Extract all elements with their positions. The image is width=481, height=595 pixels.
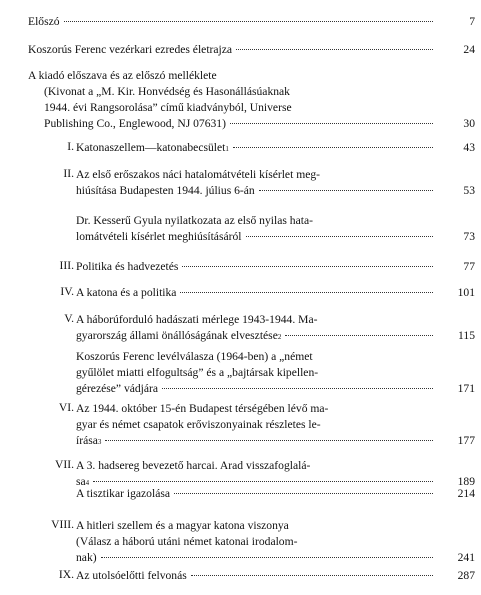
toc-entry[interactable]	[28, 42, 475, 58]
entry-title-line: A tisztikar igazolása	[76, 487, 171, 500]
page-number: 30	[463, 117, 475, 130]
page-number: 241	[457, 551, 475, 564]
dot-leader	[174, 493, 433, 494]
chapter-number: V.	[64, 312, 74, 325]
toc-entry[interactable]: I. Katonaszellem—katonabecsület 1 43	[76, 140, 435, 156]
entry-title-line: A háborúforduló hadászati mérlege 1943-1944. Ma-	[76, 313, 318, 326]
entry-title-line: A katona és a politika	[76, 286, 177, 299]
entry-title-line: Politika és hadvezetés	[76, 260, 179, 273]
entry-title-line: (Kivonat a „M. Kir. Honvédség és Hasonállásúaknak	[44, 85, 290, 98]
entry-title-line: (Válasz a háború utáni német katonai irodalom-	[76, 535, 298, 548]
toc-entry[interactable]	[76, 349, 475, 397]
entry-title-line: Az első erőszakos náci hatalomátvételi kísérlet meg-	[76, 168, 321, 181]
dot-leader	[230, 123, 433, 124]
entry-title-line: sa	[76, 475, 86, 488]
entry-title-line: gyűlölet miatti elfogultság” és a „bajtársak kipellen-	[76, 366, 319, 379]
dot-leader	[182, 266, 433, 267]
dot-leader	[233, 147, 433, 148]
dot-leader	[105, 440, 433, 441]
entry-title-line: Előszó	[28, 15, 60, 28]
entry-title-line: gérezése” vádjára	[76, 382, 159, 395]
entry-title-line: írása	[76, 434, 98, 447]
toc-entry[interactable]	[76, 213, 475, 245]
toc-entry[interactable]	[51, 518, 475, 566]
page-number: 43	[463, 141, 475, 154]
dot-leader	[236, 49, 433, 50]
toc-entry[interactable]	[60, 285, 475, 301]
page-number: 53	[463, 184, 475, 197]
toc-entry[interactable]	[28, 14, 475, 30]
toc-entry[interactable]: VII. A 3. hadsereg bevezető harcai. Arad visszafoglalá- sa 4 189	[76, 458, 435, 490]
dot-leader	[259, 190, 433, 191]
page-number: 189	[457, 475, 475, 488]
entry-title-line: Katonaszellem—katonabecsület	[76, 141, 226, 154]
entry-title-line: Publishing Co., Englewood, NJ 07631)	[44, 117, 226, 130]
page-number: 24	[463, 43, 475, 56]
entry-title-line: gyar és német csapatok erőviszonyainak részletes le-	[76, 418, 321, 431]
chapter-number: VII.	[55, 458, 74, 471]
page-number: 214	[457, 487, 475, 500]
page-number: 115	[458, 329, 475, 342]
page-number: 171	[457, 382, 475, 395]
toc-entry[interactable]	[63, 167, 475, 199]
entry-title-line: A hitleri szellem és a magyar katona viszonya	[76, 519, 289, 532]
dot-leader	[93, 481, 433, 482]
toc-entry[interactable]	[76, 486, 475, 502]
entry-title-line: nak)	[76, 551, 97, 564]
page-number: 77	[463, 260, 475, 273]
page-number: 73	[463, 230, 475, 243]
entry-title-line: hiúsítása Budapesten 1944. július 6-án	[76, 184, 255, 197]
dot-leader	[246, 236, 434, 237]
chapter-number: III.	[59, 259, 74, 272]
toc-entry[interactable]: VI. Az 1944. október 15-én Budapest térségében lévő ma- gyar és német csapatok erőviszonyainak részletes le- írása 3 177	[76, 401, 435, 449]
chapter-number: VI.	[58, 401, 74, 414]
page-number: 101	[457, 286, 475, 299]
toc-entry[interactable]	[28, 68, 475, 132]
entry-title-line: Az utolsóelőtti felvonás	[76, 569, 187, 582]
dot-leader	[64, 21, 433, 22]
entry-title-line: Az 1944. október 15-én Budapest térségében lévő ma-	[76, 402, 329, 415]
entry-title-line: A kiadó előszava és az előszó melléklete	[28, 69, 217, 82]
entry-title-line: 1944. évi Rangsorolása” című kiadványból, Universe	[44, 101, 292, 114]
entry-title-line: lomátvételi kísérlet meghiúsításáról	[76, 230, 242, 243]
chapter-number: I.	[67, 140, 74, 153]
toc-entry[interactable]: V. A háborúforduló hadászati mérlege 1943-1944. Ma- gyarország állami önállóságának elvesztése 2 115	[76, 312, 435, 344]
page-number: 177	[457, 434, 475, 447]
dot-leader	[180, 292, 433, 293]
toc-entry[interactable]	[59, 259, 475, 275]
page-number: 7	[469, 15, 475, 28]
entry-title-line: Koszorús Ferenc levélválasza (1964-ben) a „német	[76, 350, 313, 363]
entry-title-line: Dr. Kesserű Gyula nyilatkozata az első nyilas hata-	[76, 214, 313, 227]
chapter-number: IV.	[60, 285, 74, 298]
chapter-number: IX.	[58, 568, 74, 581]
chapter-number: II.	[63, 167, 74, 180]
toc-entry[interactable]	[58, 568, 475, 584]
dot-leader	[162, 388, 433, 389]
entry-title-line: gyarország állami önállóságának elvesztése	[76, 329, 278, 342]
dot-leader	[285, 335, 433, 336]
page-number: 287	[457, 569, 475, 582]
entry-title-line: A 3. hadsereg bevezető harcai. Arad visszafoglalá-	[76, 459, 311, 472]
dot-leader	[191, 575, 433, 576]
entry-title-line: Koszorús Ferenc vezérkari ezredes életrajza	[28, 43, 233, 56]
dot-leader	[101, 557, 433, 558]
chapter-number: VIII.	[51, 518, 74, 531]
